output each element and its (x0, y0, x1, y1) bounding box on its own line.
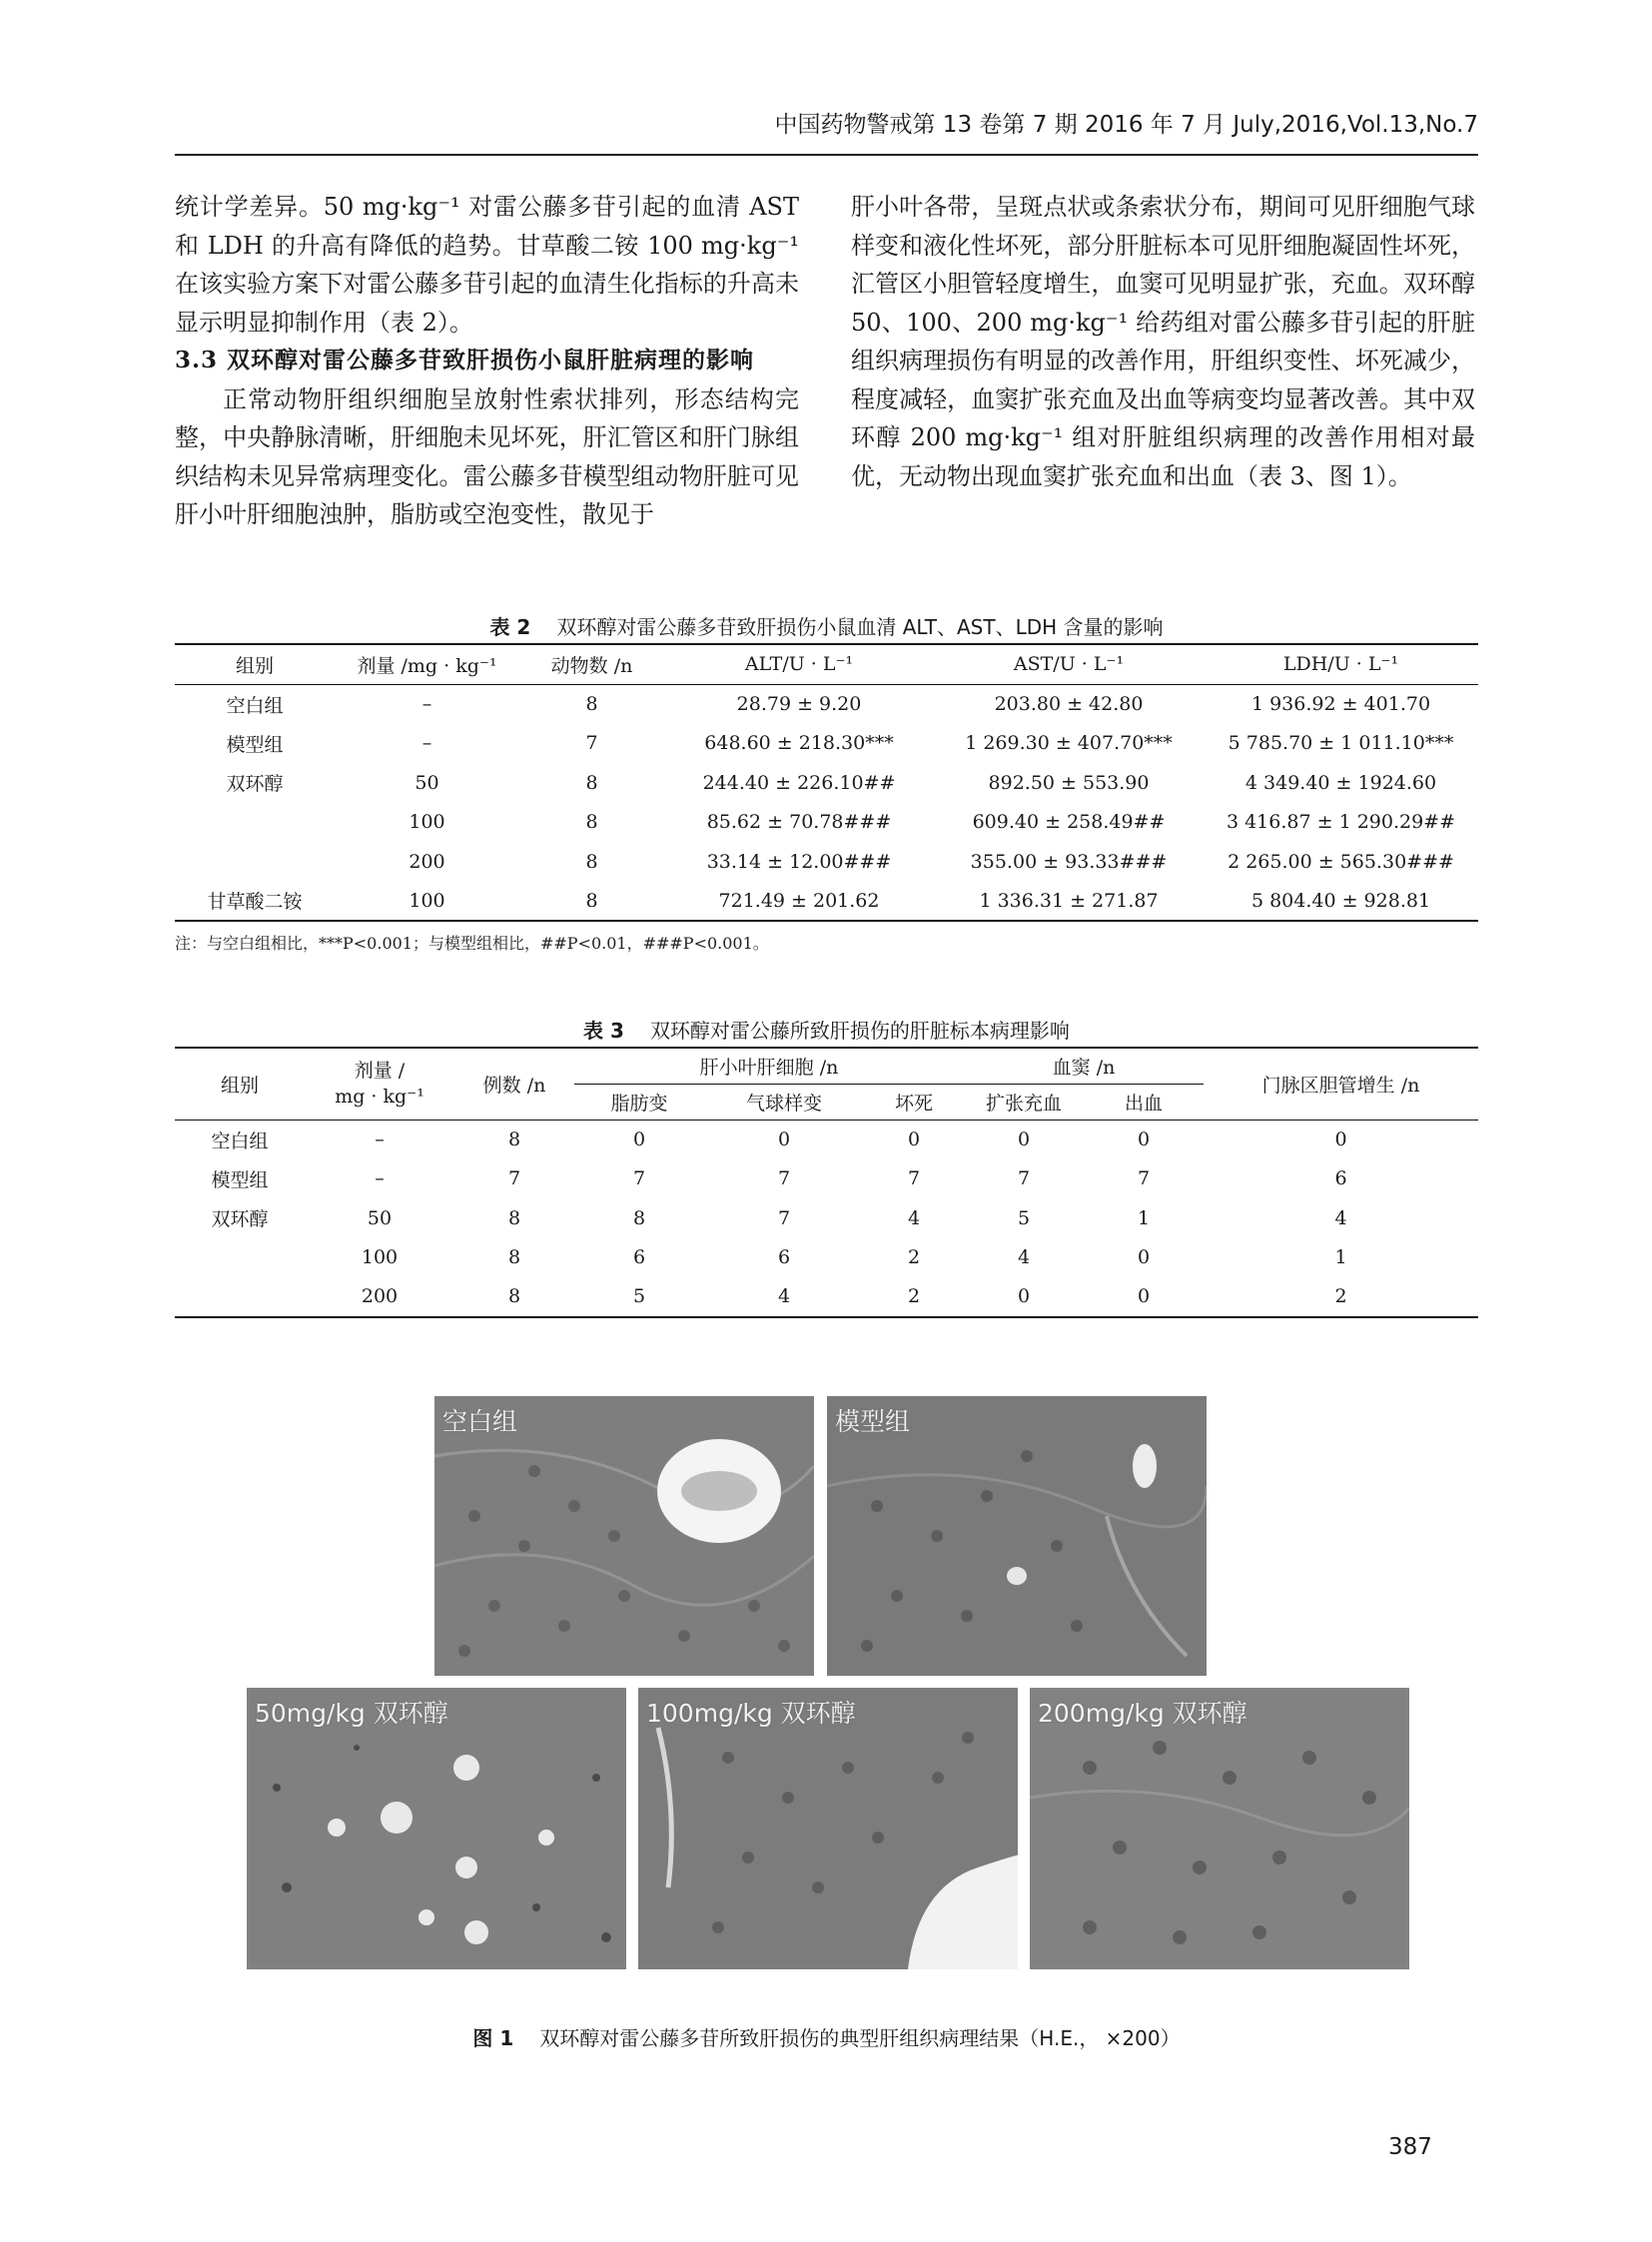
table-cell: 0 (1137, 1246, 1151, 1269)
table-3-header-dose: 剂量 / (354, 1060, 406, 1083)
panel-label: 200mg/kg 双环醇 (1038, 1699, 1247, 1728)
tissue-texture (638, 1688, 1018, 1969)
table-cell: 4 (907, 1206, 921, 1229)
histology-image-model (827, 1396, 1207, 1676)
table-2-header: ALT/U · L⁻¹ (744, 653, 854, 676)
table-cell: 721.49 ± 201.62 (718, 889, 880, 912)
table-2-header: AST/U · L⁻¹ (1013, 653, 1125, 676)
panel-label: 50mg/kg 双环醇 (255, 1699, 448, 1728)
table-cell: – (375, 1167, 385, 1190)
table-3-caption (175, 1015, 1478, 1044)
panel-label: 100mg/kg 双环醇 (646, 1699, 856, 1728)
right-text-column (851, 188, 1475, 495)
table-3-label: 表 3 (583, 1019, 624, 1043)
table-3-header: 组别 (175, 1048, 305, 1120)
table-3-header: 气球样变 (745, 1092, 822, 1115)
table-3-header: 门脉区胆管增生 /n (1204, 1048, 1478, 1120)
tissue-texture (247, 1688, 626, 1969)
table-cell: 2 (907, 1285, 921, 1308)
histology-image-50 (247, 1688, 626, 1969)
table-cell: 203.80 ± 42.80 (994, 693, 1144, 715)
table-cell: 1 (1334, 1246, 1347, 1269)
table-2-header: 剂量 /mg · kg⁻¹ (357, 654, 497, 677)
tissue-texture (1030, 1688, 1409, 1969)
table-cell: 0 (1137, 1285, 1151, 1308)
table-cell: – (421, 732, 432, 755)
table-2-note: 注：与空白组相比，***P<0.001；与模型组相比，##P<0.01，###P<0.001。 (175, 934, 769, 953)
table-row (175, 1198, 1478, 1238)
table-cell: 双环醇 (211, 1208, 269, 1231)
header-rule (175, 154, 1478, 156)
paragraph: 正常动物肝组织细胞呈放射性索状排列，形态结构完整，中央静脉清晰，肝细胞未见坏死，肝汇管区和肝门脉组织结构未见异常病理变化。雷公藤多苷模型组动物肝脏可见肝小叶肝细胞浊肿，脂肪或空泡变性，散见于 (175, 384, 799, 528)
table-3 (175, 1047, 1478, 1318)
table-cell: 100 (409, 811, 445, 834)
table-row (175, 684, 1478, 724)
table-cell: 355.00 ± 93.33### (970, 850, 1168, 873)
table-cell: 200 (409, 850, 445, 873)
table-2 (175, 643, 1478, 922)
table-cell: 7 (585, 732, 598, 755)
table-cell: 0 (777, 1128, 791, 1150)
table-3-header: 脂肪变 (610, 1092, 668, 1115)
table-cell: 7 (632, 1167, 646, 1190)
table-cell: 244.40 ± 226.10## (702, 771, 896, 794)
table-cell: 0 (1334, 1128, 1347, 1150)
table-cell: 5 785.70 ± 1 011.10*** (1228, 732, 1454, 755)
table-2-header: 动物数 /n (550, 654, 633, 677)
table-cell: 0 (1137, 1128, 1151, 1150)
table-cell: 5 (1017, 1206, 1031, 1229)
table-cell: 8 (585, 693, 598, 715)
table-cell: 3 416.87 ± 1 290.29## (1226, 811, 1456, 834)
table-cell: 8 (507, 1128, 521, 1150)
table-3-header: 扩张充血 (985, 1092, 1062, 1115)
left-text-column (175, 188, 799, 534)
table-3-title: 双环醇对雷公藤所致肝损伤的肝脏标本病理影响 (649, 1019, 1070, 1043)
table-cell: 5 (632, 1285, 646, 1308)
tissue-texture (434, 1396, 814, 1676)
table-cell: 2 (907, 1246, 921, 1269)
table-cell: 1 936.92 ± 401.70 (1250, 693, 1431, 715)
table-cell: – (421, 693, 432, 715)
table-cell: 8 (507, 1246, 521, 1269)
table-cell: 2 265.00 ± 565.30### (1228, 850, 1454, 873)
table-cell: 5 804.40 ± 928.81 (1250, 889, 1431, 912)
table-cell: 8 (507, 1206, 521, 1229)
panel-label: 模型组 (835, 1407, 911, 1436)
table-cell: 609.40 ± 258.49## (972, 811, 1166, 834)
table-3-header-group: 血窦 /n (964, 1048, 1204, 1084)
histology-image-100 (638, 1688, 1018, 1969)
table-cell: 4 349.40 ± 1924.60 (1244, 771, 1437, 794)
table-3-header: 坏死 (894, 1092, 933, 1115)
table-cell: 模型组 (226, 733, 284, 756)
table-cell: – (375, 1128, 385, 1150)
table-2-caption (175, 611, 1478, 640)
table-cell: 8 (585, 811, 598, 834)
table-3-header (305, 1048, 454, 1120)
table-cell: 甘草酸二铵 (207, 891, 303, 914)
table-cell: 双环醇 (226, 773, 284, 796)
table-3-header-dose-unit: mg · kg⁻¹ (335, 1086, 424, 1109)
table-cell: 50 (367, 1206, 393, 1229)
table-cell: 200 (361, 1285, 399, 1308)
figure-1-caption (175, 2022, 1478, 2051)
table-cell: 6 (1334, 1167, 1347, 1190)
table-row (175, 724, 1478, 764)
table-cell: 100 (361, 1246, 399, 1269)
table-row (175, 763, 1478, 803)
table-cell: 4 (777, 1285, 791, 1308)
table-cell: 模型组 (211, 1168, 269, 1191)
table-2-title: 双环醇对雷公藤多苷致肝损伤小鼠血清 ALT、AST、LDH 含量的影响 (556, 615, 1164, 639)
page-number: 387 (1388, 2134, 1432, 2160)
table-cell: 0 (1017, 1128, 1031, 1150)
table-cell: 7 (1017, 1167, 1031, 1190)
table-cell: 0 (1017, 1285, 1031, 1308)
histology-image-200 (1030, 1688, 1409, 1969)
table-cell: 1 269.30 ± 407.70*** (965, 732, 1173, 755)
histology-image-blank (434, 1396, 814, 1676)
table-cell (175, 1277, 305, 1317)
table-cell: 空白组 (211, 1129, 269, 1152)
table-cell: 6 (777, 1246, 791, 1269)
table-cell: 7 (507, 1167, 521, 1190)
table-cell (175, 842, 335, 882)
table-cell: 7 (777, 1206, 791, 1229)
table-row (175, 882, 1478, 922)
table-row (175, 803, 1478, 843)
panel-label: 空白组 (442, 1407, 518, 1436)
table-cell: 7 (907, 1167, 921, 1190)
table-row (175, 1238, 1478, 1278)
table-cell: 50 (414, 771, 439, 794)
table-cell: 8 (585, 850, 598, 873)
table-cell: 6 (632, 1246, 646, 1269)
table-cell: 7 (1137, 1167, 1151, 1190)
table-cell: 4 (1334, 1206, 1347, 1229)
table-cell: 1 336.31 ± 271.87 (979, 889, 1159, 912)
section-heading: 3.3 双环醇对雷公藤多苷致肝损伤小鼠肝脏病理的影响 (175, 347, 755, 374)
table-cell: 8 (585, 771, 598, 794)
table-cell: 7 (777, 1167, 791, 1190)
table-cell: 648.60 ± 218.30*** (704, 732, 894, 755)
table-cell: 892.50 ± 553.90 (988, 771, 1150, 794)
table-cell: 85.62 ± 70.78### (706, 811, 892, 834)
table-cell: 0 (907, 1128, 921, 1150)
table-cell: 8 (585, 889, 598, 912)
table-2-header: 组别 (235, 654, 274, 677)
tissue-texture (827, 1396, 1207, 1676)
table-cell (175, 1238, 305, 1278)
table-cell: 0 (632, 1128, 646, 1150)
table-3-header-group: 肝小叶肝细胞 /n (574, 1048, 964, 1084)
table-cell: 100 (409, 889, 445, 912)
table-cell (175, 803, 335, 843)
table-2-header: LDH/U · L⁻¹ (1282, 653, 1399, 676)
paragraph: 肝小叶各带，呈斑点状或条索状分布，期间可见肝细胞气球样变和液化性坏死，部分肝脏标本可见肝细胞凝固性坏死，汇管区小胆管轻度增生，血窦可见明显扩张，充血。双环醇 50、100、200 mg·kg⁻¹ 给药组对雷公藤多苷引起的肝脏组织病理损伤有明显的改善作用，肝组织变性、坏死减少，程度减轻，血窦扩张充血及出血等病变均显著改善。其中双环醇 200 mg·kg⁻¹ 组对肝脏组织病理的改善作用相对最优，无动物出现血窦扩张充血和出血（表 3、图 1）。 (851, 193, 1475, 490)
table-3-header: 例数 /n (454, 1048, 574, 1120)
table-cell: 空白组 (226, 694, 284, 717)
table-3-header: 出血 (1124, 1092, 1163, 1115)
table-row (175, 1120, 1478, 1159)
table-cell: 4 (1017, 1246, 1031, 1269)
table-row (175, 1277, 1478, 1317)
table-row (175, 842, 1478, 882)
figure-1-label: 图 1 (472, 2026, 514, 2050)
table-cell: 33.14 ± 12.00### (706, 850, 892, 873)
table-2-label: 表 2 (489, 615, 531, 639)
figure-1-title: 双环醇对雷公藤多苷所致肝损伤的典型肝组织病理结果（H.E.， ×200） (539, 2026, 1181, 2050)
table-cell: 8 (632, 1206, 646, 1229)
running-header: 中国药物警戒第 13 卷第 7 期 2016 年 7 月 July,2016,Vol.13,No.7 (774, 112, 1478, 138)
table-cell: 28.79 ± 9.20 (736, 693, 862, 715)
table-cell: 8 (507, 1285, 521, 1308)
table-cell: 1 (1137, 1206, 1151, 1229)
table-cell: 2 (1334, 1285, 1347, 1308)
table-row (175, 1159, 1478, 1199)
paragraph: 统计学差异。50 mg·kg⁻¹ 对雷公藤多苷引起的血清 AST 和 LDH 的升高有降低的趋势。甘草酸二铵 100 mg·kg⁻¹ 在该实验方案下对雷公藤多苷引起的血清生化指标的升高未显示明显抑制作用（表 2）。 (175, 193, 799, 337)
